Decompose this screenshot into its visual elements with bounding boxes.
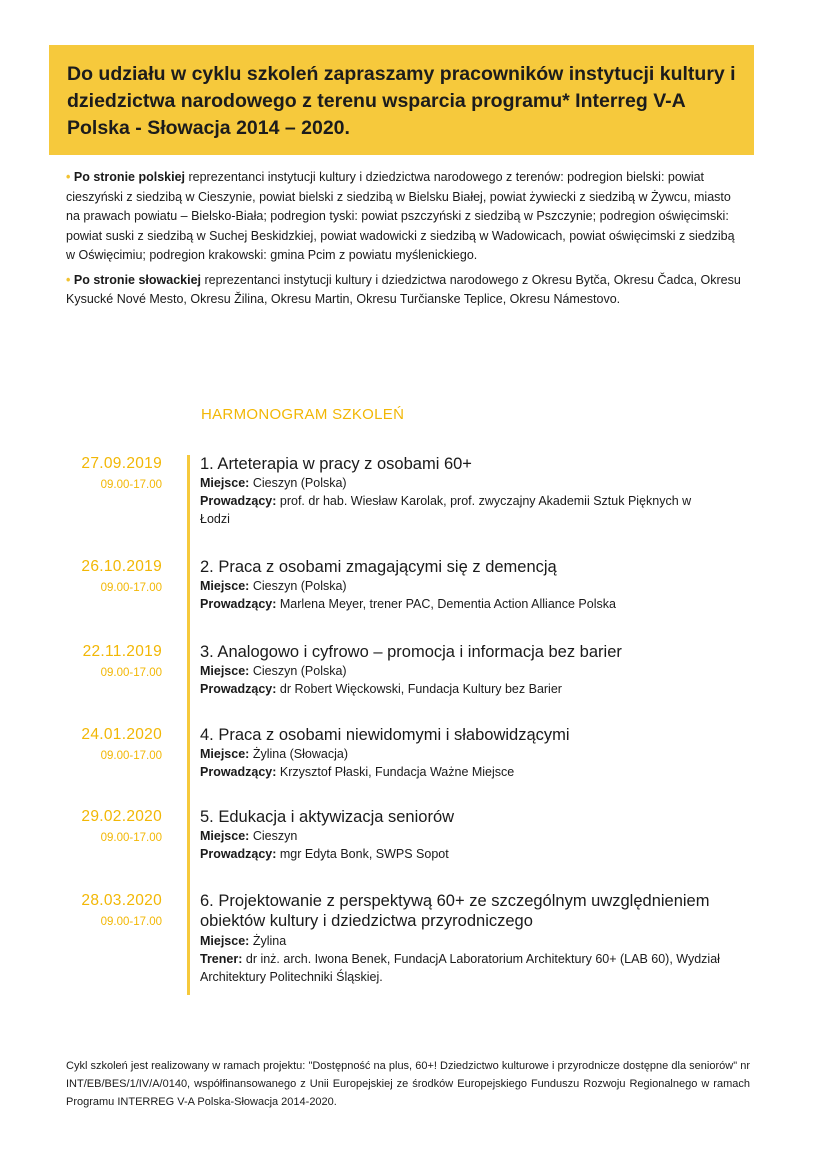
event-title: 1. Arteterapia w pracy z osobami 60+ bbox=[200, 455, 472, 473]
event-details bbox=[200, 932, 720, 986]
event-date: 22.11.2019 bbox=[82, 643, 162, 660]
event-place bbox=[200, 474, 720, 492]
bullet-icon: • bbox=[66, 272, 71, 287]
lead-value: Marlena Meyer, trener PAC, Dementia Action Alliance Polska bbox=[276, 597, 616, 611]
event-lead bbox=[200, 492, 720, 528]
place-value: Cieszyn bbox=[249, 829, 298, 843]
event-details bbox=[200, 577, 720, 613]
polish-text: reprezentanci instytucji kultury i dziedzictwa narodowego z terenów: podregion bielski: powiat cieszyński z siedzibą w Cieszynie, powiat bielski z siedzibą w Bielsku Białej, powiat żywiecki z siedzibą w Żywcu, miasto na prawach powiatu – Bielsko-Biała; podregion tyski: powiat pszczyński z siedzibą w Pszczynie; podregion oświęcimski: powiat suski z siedzibą w Suchej Beskidzkiej, powiat wadowicki z siedzibą w Wadowicach, powiat oświęcimski z siedzibą w Oświęcimiu; podregion krakowski: gmina Pcim z powiatu myślenickiego. bbox=[66, 170, 735, 262]
event-lead bbox=[200, 595, 720, 613]
event-time: 09.00-17.00 bbox=[100, 750, 162, 762]
slovak-text: reprezentanci instytucji kultury i dziedzictwa narodowego z Okresu Bytča, Okresu Čadca, Okresu Kysucké Nové Mesto, Okresu Žilina, Okresu Martin, Okresu Turčianske Teplice, Okresu Námestovo. bbox=[66, 272, 741, 306]
banner-heading: Do udziału w cyklu szkoleń zapraszamy pracowników instytucji kultury i dziedzictwa narodowego z terenu wsparcia programu* Interreg V-A Polska - Słowacja 2014 – 2020. bbox=[67, 63, 736, 139]
event-date: 26.10.2019 bbox=[81, 558, 162, 575]
footer-note: Cykl szkoleń jest realizowany w ramach projektu: "Dostępność na plus, 60+! Dziedzictwo kulturowe i przyrodnicze dostępne dla seniorów" nr INT/EB/BES/1/IV/A/0140, współfinansowanego z Unii Europejskiej ze środków Europejskiego Funduszu Rozwoju Regionalnego w ramach Programu INTERREG V-A Polska-Słowacja 2014-2020. bbox=[66, 1060, 750, 1108]
event-time: 09.00-17.00 bbox=[100, 582, 162, 594]
event-date: 27.09.2019 bbox=[81, 455, 162, 472]
place-label: Miejsce: bbox=[200, 579, 250, 593]
event-details bbox=[200, 827, 720, 863]
event-lead bbox=[200, 680, 720, 698]
event-title: 4. Praca z osobami niewidomymi i słabowidzącymi bbox=[200, 726, 570, 744]
event-date: 29.02.2020 bbox=[81, 808, 162, 825]
event-place bbox=[200, 932, 720, 950]
event-lead bbox=[200, 763, 720, 781]
event-time: 09.00-17.00 bbox=[100, 667, 162, 679]
event-title: 5. Edukacja i aktywizacja seniorów bbox=[200, 808, 455, 826]
event-date: 24.01.2020 bbox=[81, 726, 162, 743]
timeline-divider bbox=[187, 455, 190, 995]
lead-label: Prowadzący: bbox=[200, 682, 277, 696]
header-banner bbox=[49, 45, 754, 155]
lead-label: Prowadzący: bbox=[200, 494, 277, 508]
lead-value: Krzysztof Płaski, Fundacja Ważne Miejsce bbox=[276, 765, 515, 779]
lead-value: dr Robert Więckowski, Fundacja Kultury bez Barier bbox=[276, 682, 562, 696]
bullet-icon: • bbox=[66, 170, 71, 184]
event-time: 09.00-17.00 bbox=[100, 832, 162, 844]
place-value: Żylina (Słowacja) bbox=[249, 747, 348, 761]
event-details bbox=[200, 662, 720, 698]
event-time: 09.00-17.00 bbox=[100, 479, 162, 491]
place-label: Miejsce: bbox=[200, 476, 250, 490]
intro-slovak-paragraph bbox=[66, 271, 746, 310]
place-label: Miejsce: bbox=[200, 934, 250, 948]
event-details bbox=[200, 474, 720, 528]
lead-label: Prowadzący: bbox=[200, 847, 277, 861]
event-place bbox=[200, 577, 720, 595]
event-time: 09.00-17.00 bbox=[100, 916, 162, 928]
event-lead bbox=[200, 950, 720, 986]
lead-label: Trener: bbox=[200, 952, 243, 966]
slovak-lead: Po stronie słowackiej bbox=[73, 272, 202, 287]
lead-value: prof. dr hab. Wiesław Karolak, prof. zwyczajny Akademii Sztuk Pięknych w Łodzi bbox=[200, 494, 692, 526]
place-label: Miejsce: bbox=[200, 664, 250, 678]
event-date: 28.03.2020 bbox=[81, 892, 162, 909]
event-title: 3. Analogowo i cyfrowo – promocja i informacja bez barier bbox=[200, 643, 622, 661]
intro-polish-paragraph bbox=[66, 168, 746, 266]
place-value: Cieszyn (Polska) bbox=[249, 579, 347, 593]
intro-section bbox=[66, 168, 746, 315]
event-lead bbox=[200, 845, 720, 863]
lead-label: Prowadzący: bbox=[200, 597, 277, 611]
lead-value: dr inż. arch. Iwona Benek, FundacjA Laboratorium Architektury 60+ (LAB 60), Wydział Architektury Politechniki Śląskiej. bbox=[200, 952, 720, 984]
event-place bbox=[200, 662, 720, 680]
polish-lead: Po stronie polskiej bbox=[73, 170, 186, 184]
place-value: Cieszyn (Polska) bbox=[249, 664, 347, 678]
lead-label: Prowadzący: bbox=[200, 765, 277, 779]
lead-value: mgr Edyta Bonk, SWPS Sopot bbox=[276, 847, 449, 861]
place-value: Cieszyn (Polska) bbox=[249, 476, 347, 490]
schedule-title: HARMONOGRAM SZKOLEŃ bbox=[201, 406, 405, 423]
place-value: Żylina bbox=[249, 934, 287, 948]
place-label: Miejsce: bbox=[200, 747, 250, 761]
place-label: Miejsce: bbox=[200, 829, 250, 843]
event-title: 6. Projektowanie z perspektywą 60+ ze szczególnym uwzględnieniem obiektów kultury i dziedzictwa przyrodniczego bbox=[200, 892, 710, 930]
event-place bbox=[200, 745, 720, 763]
event-title: 2. Praca z osobami zmagającymi się z demencją bbox=[200, 558, 557, 576]
event-details bbox=[200, 745, 720, 781]
event-place bbox=[200, 827, 720, 845]
